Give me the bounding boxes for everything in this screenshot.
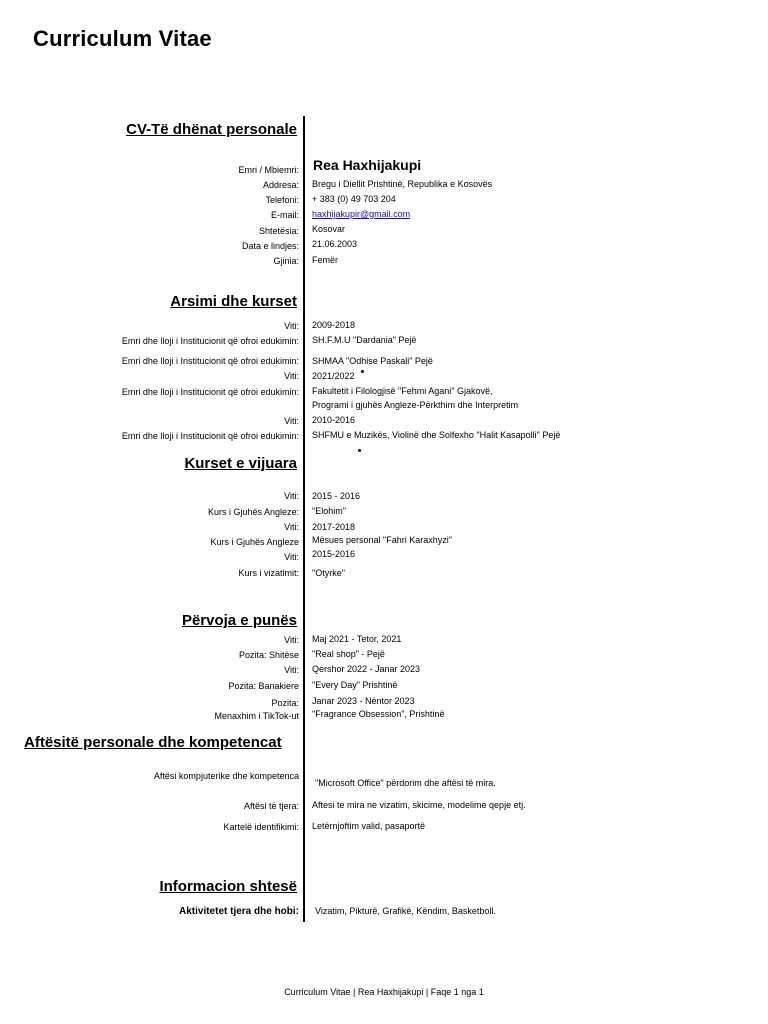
work-value-employer: "Real shop" - Pejë <box>312 649 385 659</box>
personal-label-name: Emri / Mbiemri: <box>238 165 299 175</box>
bullet-dot <box>358 449 361 452</box>
courses-value-course: "Otyrke" <box>312 568 345 578</box>
courses-label-year: Viti: <box>284 552 299 562</box>
education-label-year: Viti: <box>284 321 299 331</box>
courses-value-course: Mësues personal "Fahri Karaxhyzi" <box>312 535 452 545</box>
work-value-year: Janar 2023 - Nëntor 2023 <box>312 696 415 706</box>
work-value-employer: "Every Day" Prishtinë <box>312 680 398 690</box>
education-label-institution: Emri dhe lloji i Institucionit që ofroi edukimin: <box>121 387 299 397</box>
personal-label-birthdate: Data e lindjes: <box>241 241 299 251</box>
education-value-year: 2009-2018 <box>312 320 356 330</box>
personal-label-phone: Telefoni: <box>265 195 299 205</box>
work-label-position: Pozita: Shitëse <box>238 650 299 660</box>
section-heading-work: Përvoja e punës <box>181 612 297 629</box>
personal-label-email: E-mail: <box>270 210 299 220</box>
work-value-employer: "Fragrance Obsession", Prishtinë <box>312 709 445 719</box>
skills-value-other: Aftesi te mira ne vizatim, skicime, modelime qepje etj. <box>312 800 526 810</box>
skills-label-id-card: Kartelë identifikimi: <box>223 822 299 832</box>
section-heading-education: Arsimi dhe kurset <box>170 293 297 310</box>
personal-value-gender: Femër <box>312 255 339 265</box>
education-label-institution: Emri dhe lloji i Institucionit që ofroi edukimin: <box>121 431 299 441</box>
skills-label-other: Aftësi të tjera: <box>243 801 299 811</box>
education-label-year: Viti: <box>284 416 299 426</box>
personal-label-address: Addresa: <box>262 180 299 190</box>
personal-label-gender: Gjinia: <box>273 256 299 266</box>
work-value-year: Qershor 2022 - Janar 2023 <box>312 664 421 674</box>
education-value-year: 2021/2022 <box>312 371 355 381</box>
education-value-institution: SHMAA "Odhise Paskali" Pejë <box>312 356 433 366</box>
courses-label-year: Viti: <box>284 522 299 532</box>
section-heading-courses: Kurset e vijuara <box>184 455 297 472</box>
email-link[interactable]: haxhijakupir@gmail.com <box>312 209 411 219</box>
work-label-year: Viti: <box>284 635 299 645</box>
courses-label-course: Kurs i Gjuhës Angleze <box>210 537 299 547</box>
education-value-institution: Fakultetit i Filologjisë "Fehmi Agani" Gjakovë, <box>312 386 493 396</box>
personal-label-citizenship: Shtetësia: <box>258 226 299 236</box>
courses-value-year: 2015-2016 <box>312 549 356 559</box>
education-value-institution: SHFMU e Muzikës, Violinë dhe Solfexho "Halit Kasapolli" Pejë <box>312 430 561 440</box>
section-heading-personal: CV-Të dhënat personale <box>126 121 297 138</box>
bullet-dot <box>361 370 364 373</box>
courses-label-course: Kurs i vizatimit: <box>238 568 299 578</box>
education-value-year: 2010-2016 <box>312 415 356 425</box>
section-heading-additional: Informacion shtesë <box>159 878 297 895</box>
education-label-year: Viti: <box>284 371 299 381</box>
education-label-institution: Emri dhe lloji i Institucionit që ofroi edukimin: <box>121 356 299 366</box>
courses-value-year: 2015 - 2016 <box>312 491 361 501</box>
work-value-year: Maj 2021 - Tetor, 2021 <box>312 634 402 644</box>
work-label-role: Menaxhim i TikTok-ut <box>214 711 299 721</box>
work-label-year: Viti: <box>284 665 299 675</box>
personal-value-phone: + 383 (0) 49 703 204 <box>312 194 396 204</box>
personal-value-address: Bregu i Diellit Prishtinë, Republika e Kosovës <box>312 179 493 189</box>
page-footer: Curriculum Vitae | Rea Haxhijakupi | Faqe 1 nga 1 <box>284 987 484 997</box>
personal-value-birthdate: 21.06.2003 <box>312 239 358 249</box>
vertical-divider <box>303 116 305 922</box>
additional-value-hobbies: Vizatim, Pikturë, Grafikë, Këndim, Basketboll. <box>315 906 496 916</box>
education-value-institution: SH.F.M.U "Dardania" Pejë <box>312 335 417 345</box>
education-label-institution: Emri dhe lloji i Institucionit që ofroi edukimin: <box>121 336 299 346</box>
skills-value-id-card: Letërnjoftim valid, pasaportë <box>312 821 426 831</box>
personal-value-citizenship: Kosovar <box>312 224 346 234</box>
skills-label-computer: Aftësi kompjuterike dhe kompetenca <box>153 771 299 781</box>
courses-label-course: Kurs i Gjuhës Angleze: <box>207 507 299 517</box>
personal-value-name: Rea Haxhijakupi <box>313 157 422 173</box>
courses-label-year: Viti: <box>284 491 299 501</box>
education-value-program: Programi i gjuhës Angleze-Përkthim dhe Interpretim <box>312 400 519 410</box>
work-label-position: Pozita: <box>271 698 299 708</box>
document-title: Curriculum Vitae <box>33 26 212 51</box>
courses-value-year: 2017-2018 <box>312 522 356 532</box>
work-label-position: Pozita: Banakiere <box>228 681 299 691</box>
section-heading-skills: Aftësitë personale dhe kompetencat <box>24 734 282 751</box>
courses-value-course: "Elohim" <box>312 506 346 516</box>
skills-value-computer: "Microsoft Office" përdorim dhe aftësi të mira. <box>315 778 496 788</box>
additional-label-hobbies: Aktivitetet tjera dhe hobi: <box>178 906 299 917</box>
